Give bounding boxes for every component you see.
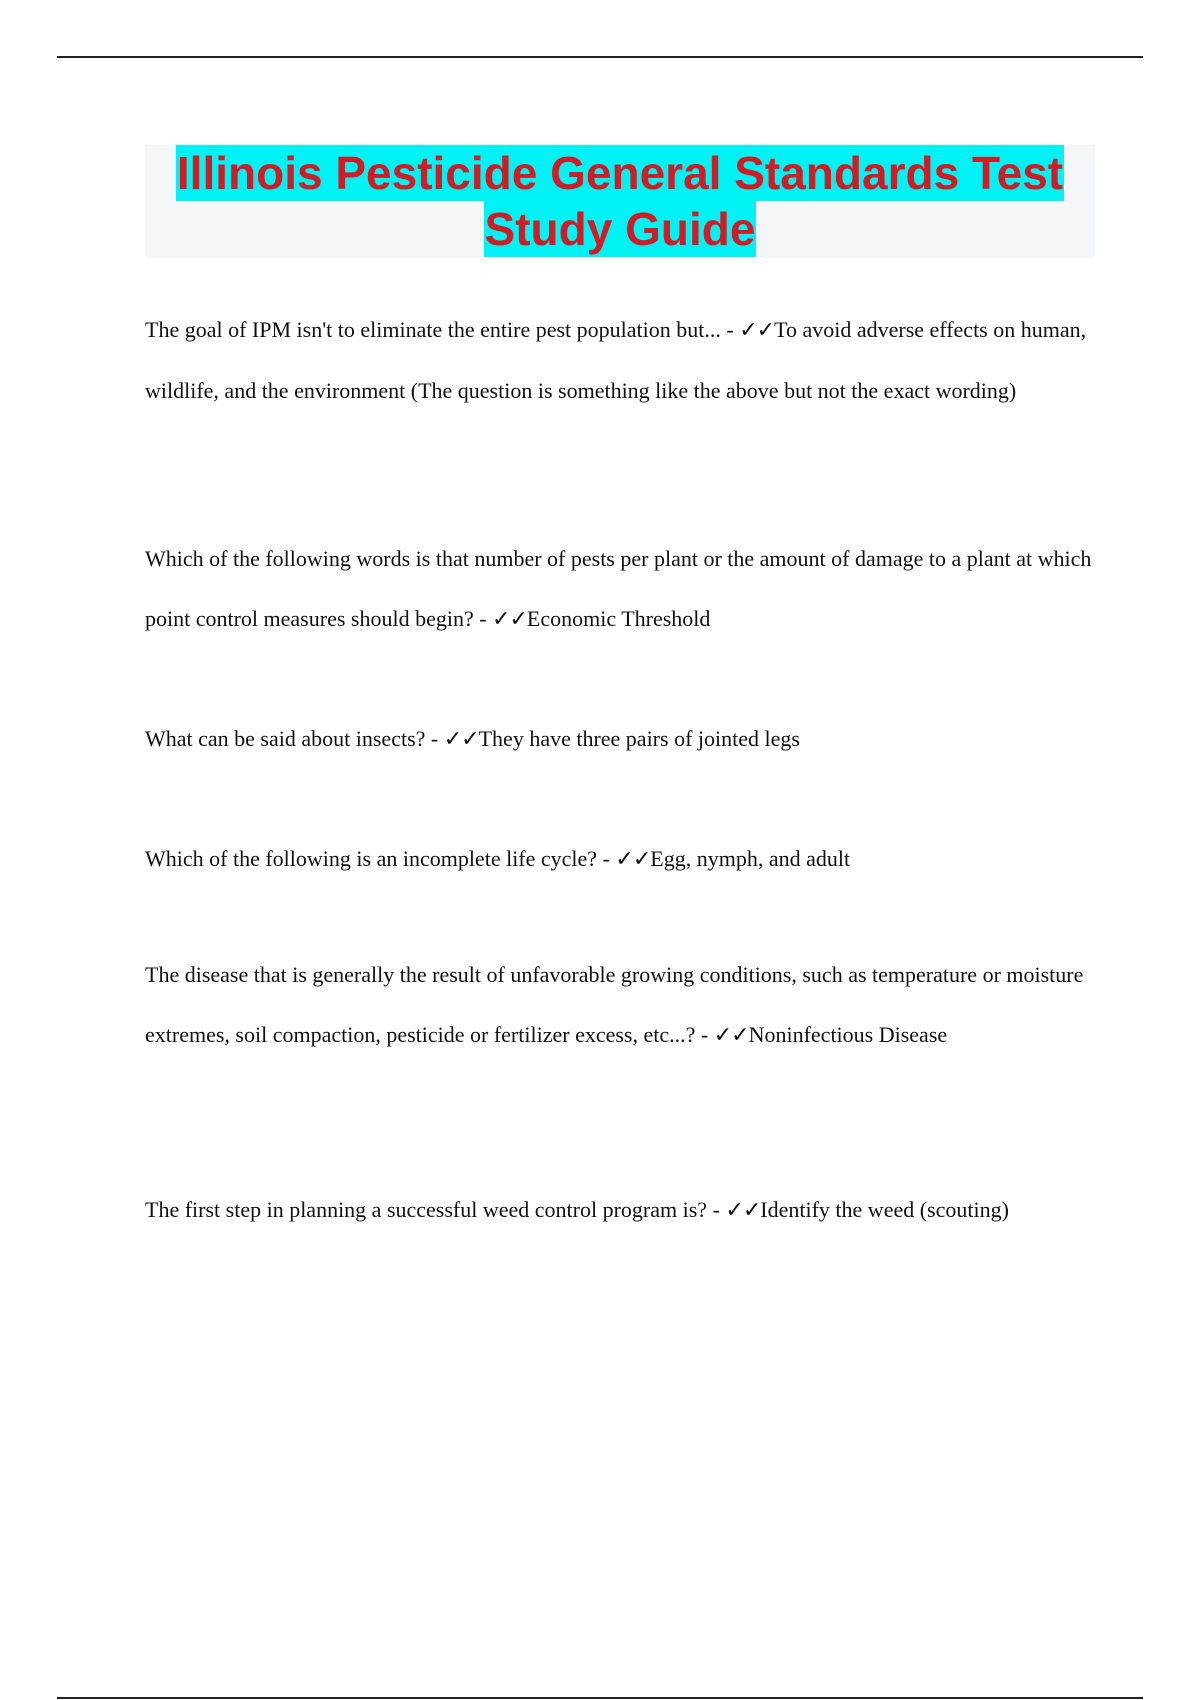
qa-item-3 bbox=[145, 709, 1095, 770]
question-text: The first step in planning a successful weed control program is? bbox=[145, 1197, 708, 1222]
question-text: Which of the following is an incomplete life cycle? bbox=[145, 846, 598, 871]
header-rule bbox=[57, 56, 1143, 58]
qa-separator: - bbox=[707, 1197, 726, 1222]
qa-item-4 bbox=[145, 829, 1095, 890]
question-text: The disease that is generally the result of unfavorable growing conditions, such as temperature or moisture extremes, soil compaction, pesticide or fertilizer excess, etc...? bbox=[145, 962, 1084, 1047]
qa-item-5 bbox=[145, 945, 1095, 1066]
document-title bbox=[145, 145, 1095, 258]
qa-item-2 bbox=[145, 529, 1095, 650]
qa-separator: - bbox=[473, 606, 493, 631]
question-text: What can be said about insects? bbox=[145, 726, 426, 751]
footer-rule bbox=[57, 1697, 1143, 1699]
question-text: Which of the following words is that number of pests per plant or the amount of damage to a plant at which point control measures should begin? bbox=[145, 546, 1092, 631]
answer-text: They have three pairs of jointed legs bbox=[478, 726, 800, 751]
double-check-icon: ✓✓ bbox=[492, 607, 527, 632]
answer-text: Economic Threshold bbox=[526, 606, 711, 631]
double-check-icon: ✓✓ bbox=[615, 847, 651, 872]
double-check-icon: ✓✓ bbox=[443, 727, 479, 752]
qa-item-1 bbox=[145, 300, 1095, 421]
qa-separator: - bbox=[695, 1022, 714, 1047]
qa-item-6 bbox=[145, 1180, 1095, 1241]
qa-separator: - bbox=[597, 846, 616, 871]
answer-text: To avoid adverse effects on human, wildlife, and the environment (The question is something like the above but not the exact wording) bbox=[145, 317, 1087, 403]
double-check-icon: ✓✓ bbox=[739, 318, 775, 343]
qa-separator: - bbox=[720, 317, 740, 342]
title-line-1: Illinois Pesticide General Standards Test bbox=[176, 147, 1064, 199]
double-check-icon: ✓✓ bbox=[725, 1198, 761, 1223]
answer-text: Identify the weed (scouting) bbox=[760, 1197, 1009, 1222]
answer-text: Egg, nymph, and adult bbox=[650, 846, 851, 871]
title-line-2: Study Guide bbox=[484, 203, 756, 255]
answer-text: Noninfectious Disease bbox=[748, 1022, 948, 1047]
double-check-icon: ✓✓ bbox=[713, 1023, 749, 1048]
question-text: The goal of IPM isn't to eliminate the entire pest population but... bbox=[145, 317, 721, 342]
qa-separator: - bbox=[425, 726, 444, 751]
